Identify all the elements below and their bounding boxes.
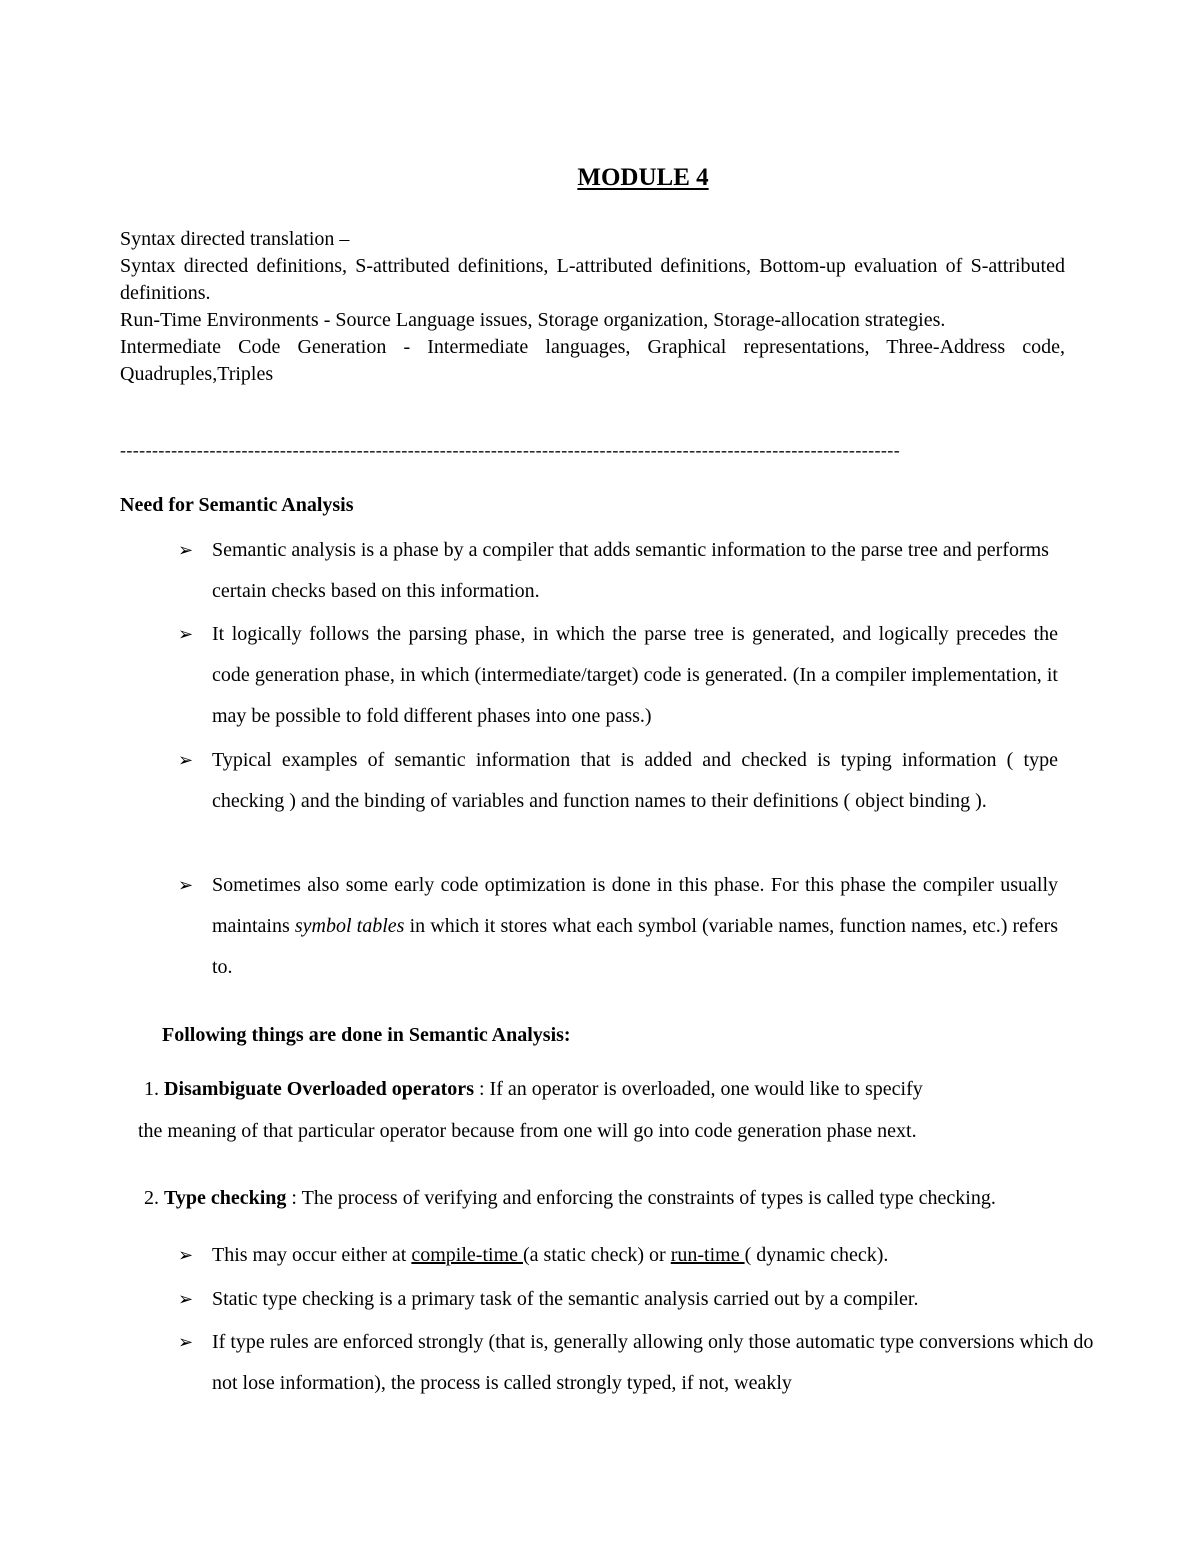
syllabus-paragraph: Run-Time Environments - Source Language issues, Storage organization, Storage-allocation strategies. <box>120 309 946 331</box>
bullet-text: If type rules are enforced strongly (that is, generally allowing only those automatic type conversions which do not lose information), the process is called strongly typed, if not, weakly <box>212 1331 1094 1394</box>
syllabus-paragraph: Syntax directed definitions, S-attributed definitions, L-attributed definitions, Bottom-up evaluation of S-attributed definitions. <box>120 255 1065 304</box>
arrowhead-bullet-icon: ➢ <box>178 750 194 771</box>
numbered-item-1-continuation: the meaning of that particular operator because from one will go into code generation phase next. <box>138 1120 917 1142</box>
bullet-text: Typical examples of semantic information that is added and checked is typing information ( type checking ) and the binding of variables and function names to their definitions ( object binding ). <box>212 749 1058 812</box>
syllabus-paragraph: Intermediate Code Generation - Intermediate languages, Graphical representations, Three-Address code, Quadruples,Triples <box>120 336 1065 385</box>
syllabus-line: Syntax directed translation – <box>120 228 350 250</box>
arrowhead-bullet-icon: ➢ <box>178 1332 194 1353</box>
bullet-item <box>178 1279 1078 1320</box>
bullet-text-part: ( dynamic check). <box>744 1244 889 1266</box>
bullet-text-part: in which it stores what each symbol (variable names, function names, etc.) refers to. <box>212 915 1058 978</box>
page-title: MODULE 4 <box>577 164 709 191</box>
arrowhead-bullet-icon: ➢ <box>178 624 194 645</box>
item-term: Disambiguate Overloaded operators <box>164 1078 474 1100</box>
bullet-item <box>178 1235 1058 1276</box>
bullet-text-part: This may occur either at <box>212 1244 412 1266</box>
numbered-item-1 <box>144 1068 1084 1111</box>
bullet-item <box>178 1322 1108 1404</box>
symbol-tables-emphasis: symbol tables <box>294 915 405 937</box>
bullet-text: Semantic analysis is a phase by a compiler that adds semantic information to the parse tree and performs certain checks based on this information. <box>212 539 1049 602</box>
item-text: : The process of verifying and enforcing the constraints of types is called type checking. <box>286 1187 996 1209</box>
bullet-item <box>178 740 1058 822</box>
bullet-item <box>178 530 1058 612</box>
bullet-text-part: (a static check) or <box>523 1244 671 1266</box>
bullet-item <box>178 614 1058 737</box>
section-divider: -------------------------------------------------------------------------------------------------------------------------- <box>120 440 901 460</box>
bullet-item <box>178 865 1058 988</box>
numbered-item-2 <box>144 1177 1194 1220</box>
item-number: 1. <box>144 1078 164 1100</box>
arrowhead-bullet-icon: ➢ <box>178 875 194 896</box>
run-time-term: run-time <box>670 1244 745 1266</box>
bullet-text <box>212 865 1058 988</box>
arrowhead-bullet-icon: ➢ <box>178 1289 194 1310</box>
section-heading: Need for Semantic Analysis <box>120 494 354 516</box>
bullet-text <box>212 1235 1058 1276</box>
bullet-text-part: Sometimes also some early code optimization is done in this phase. For this phase the compiler usually maintains <box>212 874 1058 937</box>
section-heading: Following things are done in Semantic Analysis: <box>162 1024 571 1046</box>
bullet-text: It logically follows the parsing phase, in which the parse tree is generated, and logically precedes the code generation phase, in which (intermediate/target) code is generated. (In a compiler implementation, it may be possible to fold different phases into one pass.) <box>212 623 1058 727</box>
item-number: 2. <box>144 1187 164 1209</box>
arrowhead-bullet-icon: ➢ <box>178 1245 194 1266</box>
numbered-item-line <box>144 1068 1084 1111</box>
compile-time-term: compile-time <box>411 1244 524 1266</box>
item-term: Type checking <box>164 1187 287 1209</box>
bullet-text: Static type checking is a primary task of the semantic analysis carried out by a compiler. <box>212 1288 919 1310</box>
syllabus-block <box>120 226 1065 388</box>
item-text: : If an operator is overloaded, one would like to specify <box>473 1078 923 1100</box>
arrowhead-bullet-icon: ➢ <box>178 540 194 561</box>
